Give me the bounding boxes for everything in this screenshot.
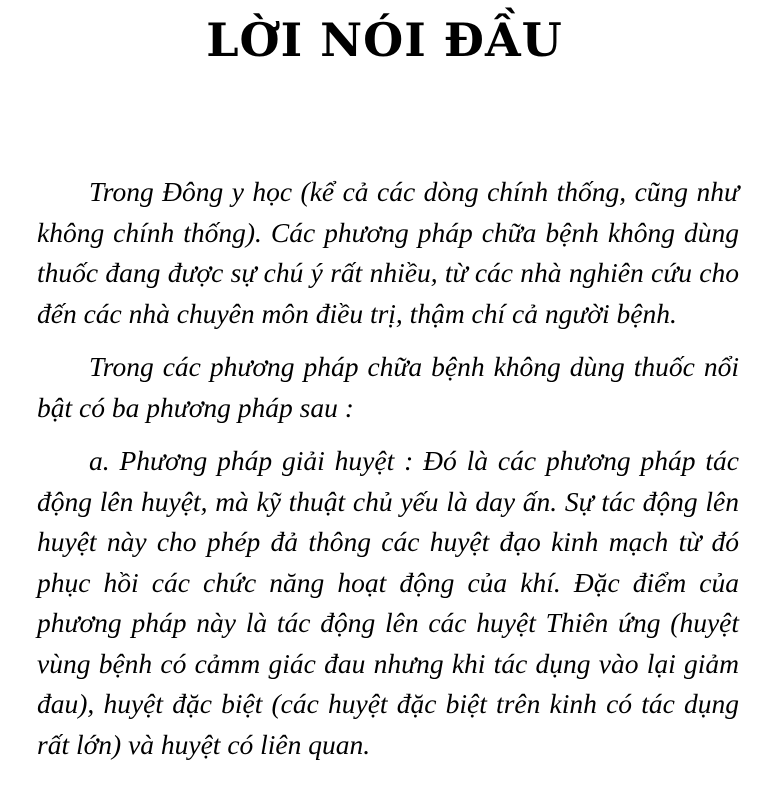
paragraph-intro: Trong Đông y học (kể cả các dòng chính thống, cũng như không chính thống). Các phương pháp chữa bệnh không dùng thuốc đang được sự chú ý rất nhiều, từ các nhà nghiên cứu cho đến các nhà chuyên môn điều trị, thậm chí cả người bệnh. bbox=[37, 176, 739, 329]
paragraph-method-a: a. Phương pháp giải huyệt : Đó là các phương pháp tác động lên huyệt, mà kỹ thuật chủ yếu là day ấn. Sự tác động lên huyệt này cho phép đả thông các huyệt đạo kinh mạch từ đó phục hồi các chức năng hoạt động của khí. Đặc điểm của phương pháp này là tác động lên các huyệt Thiên ứng (huyệt vùng bệnh có cảmm giác đau nhưng khi tác dụng vào lại giảm đau), huyệt đặc biệt (các huyệt đặc biệt trên kinh có tác dụng rất lớn) và huyệt có liên quan. bbox=[37, 445, 739, 760]
page-title: LỜI NÓI ĐẦU bbox=[206, 13, 563, 67]
paragraph-methods-intro: Trong các phương pháp chữa bệnh không dùng thuốc nổi bật có ba phương pháp sau : bbox=[37, 351, 739, 423]
body-text bbox=[37, 172, 739, 765]
